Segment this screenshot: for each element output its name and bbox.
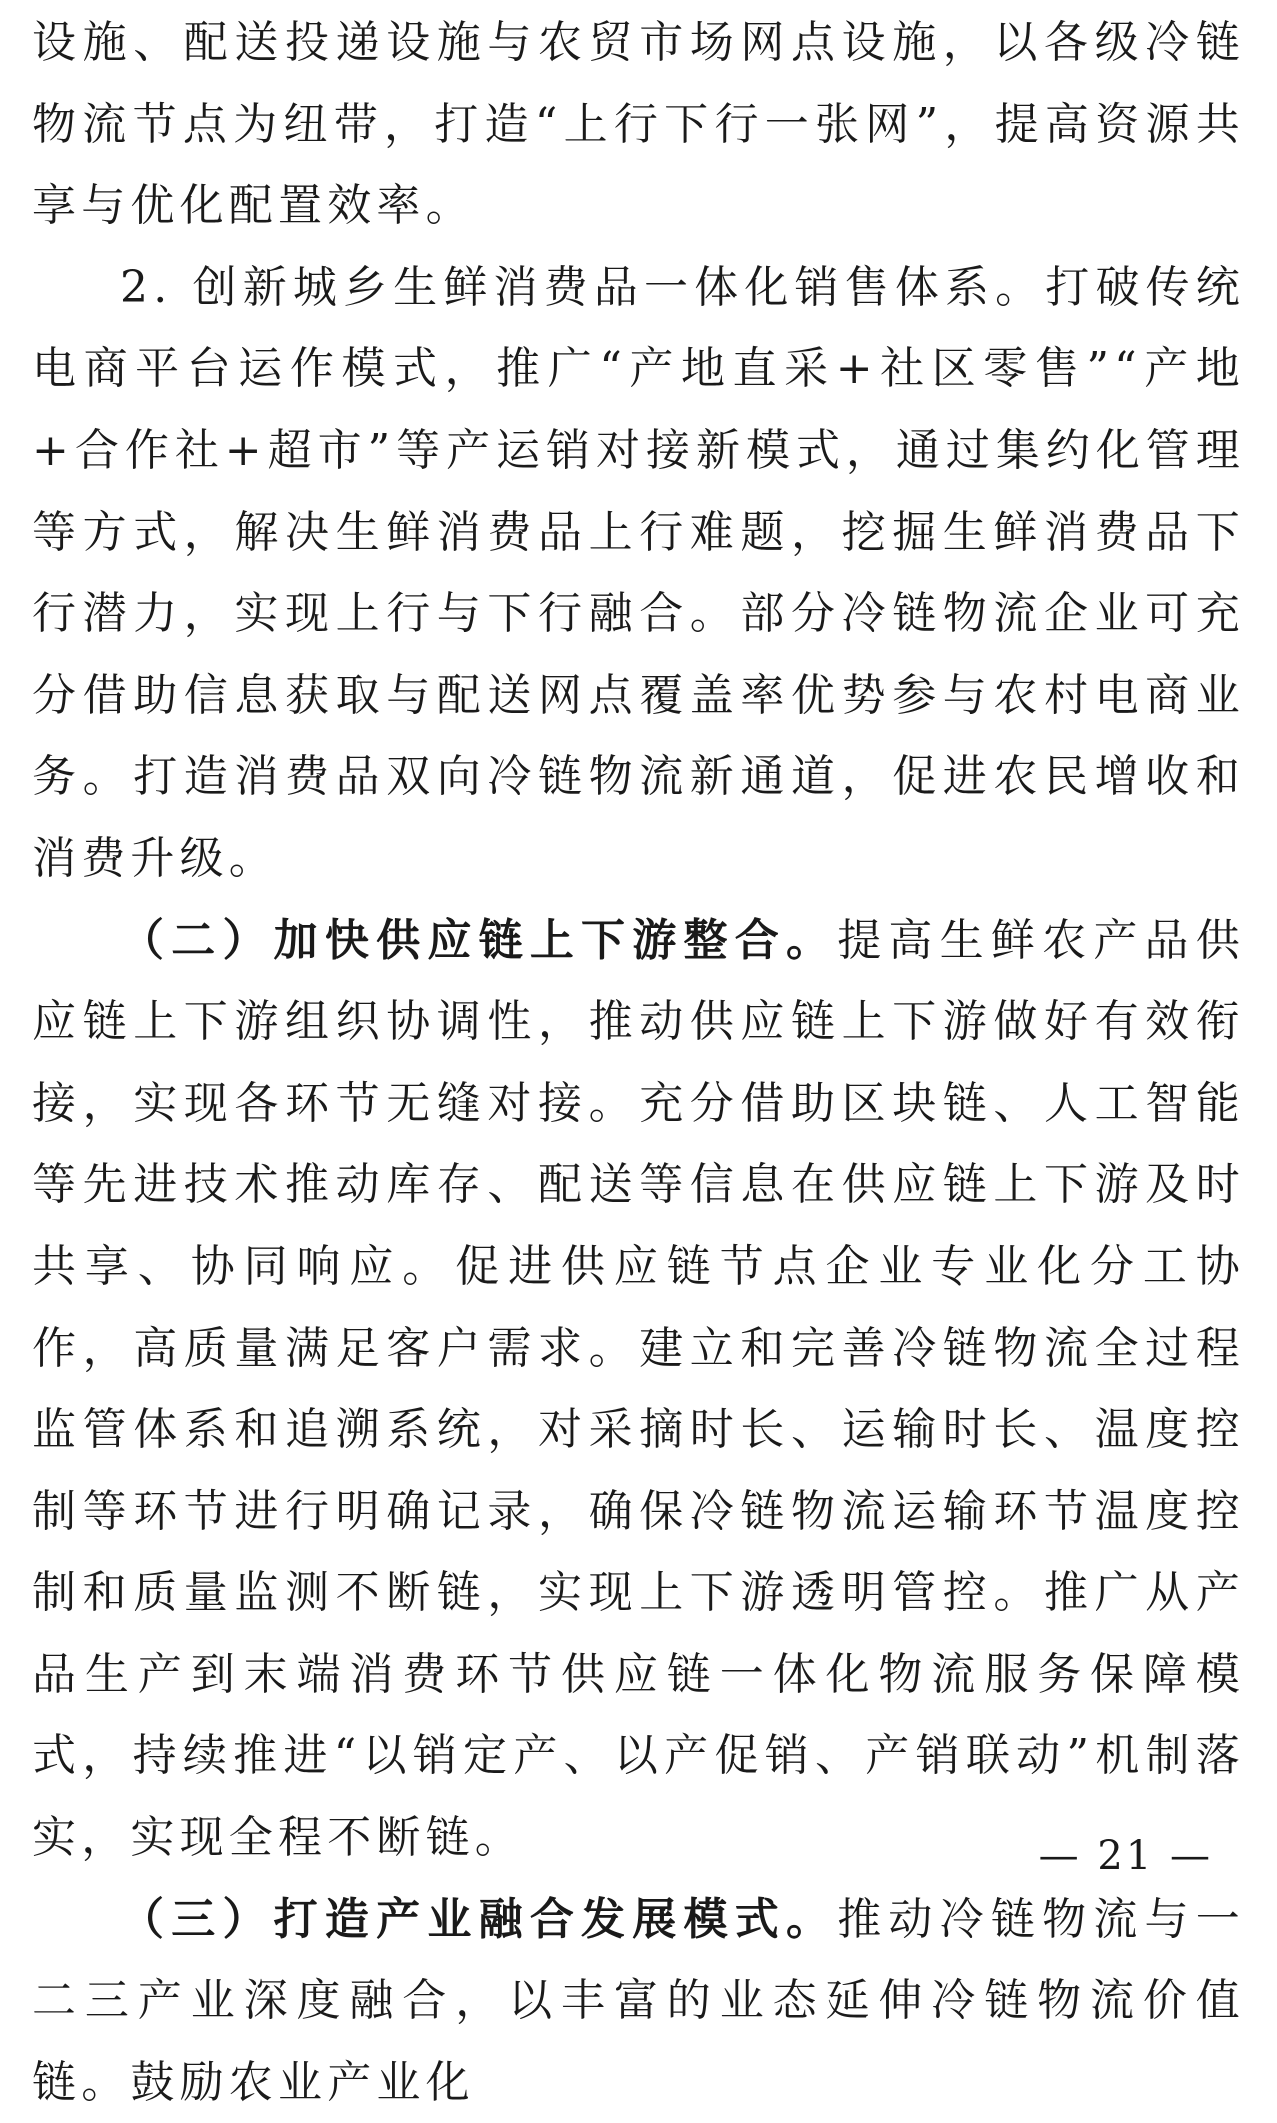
- paragraph-2-text: 2. 创新城乡生鲜消费品一体化销售体系。打破传统电商平台运作模式，推广“产地直采+社区零售”“产地+合作社+超市”等产运销对接新模式，通过集约化管理等方式，解决生鲜消费品上行难题，挖掘生鲜消费品下行潜力，实现上行与下行融合。部分冷链物流企业可充分借助信息获取与配送网点覆盖率优势参与农村电商业务。打造消费品双向冷链物流新通道，促进农民增收和消费升级。: [32, 261, 1245, 884]
- paragraph-4: [32, 1879, 1245, 2123]
- paragraph-2: [32, 247, 1245, 900]
- page-number: — 21 —: [1038, 1833, 1213, 1879]
- paragraph-3-text: 提高生鲜农产品供应链上下游组织协调性，推动供应链上下游做好有效衔接，实现各环节无缝对接。充分借助区块链、人工智能等先进技术推动库存、配送等信息在供应链上下游及时共享、协同响应。促进供应链节点企业专业化分工协作，高质量满足客户需求。建立和完善冷链物流全过程监管体系和追溯系统，对采摘时长、运输时长、温度控制等环节进行明确记录，确保冷链物流运输环节温度控制和质量监测不断链，实现上下游透明管控。推广从产品生产到末端消费环节供应链一体化物流服务保障模式，持续推进“以销定产、以产促销、产销联动”机制落实，实现全程不断链。: [32, 914, 1245, 1864]
- paragraph-4-heading: （三）打造产业融合发展模式。: [120, 1893, 838, 1945]
- document-page: [32, 0, 1245, 2108]
- paragraph-1-text: 设施、配送投递设施与农贸市场网点设施，以各级冷链物流节点为纽带，打造“上行下行一张网”，提高资源共享与优化配置效率。: [32, 17, 1245, 232]
- paragraph-4-text: 推动冷链物流与一二三产业深度融合，以丰富的业态延伸冷链物流价值链。鼓励农业产业化: [32, 1893, 1245, 2108]
- paragraph-3: [32, 900, 1245, 1879]
- paragraph-1: [32, 2, 1245, 247]
- paragraph-3-heading: （二）加快供应链上下游整合。: [120, 914, 838, 966]
